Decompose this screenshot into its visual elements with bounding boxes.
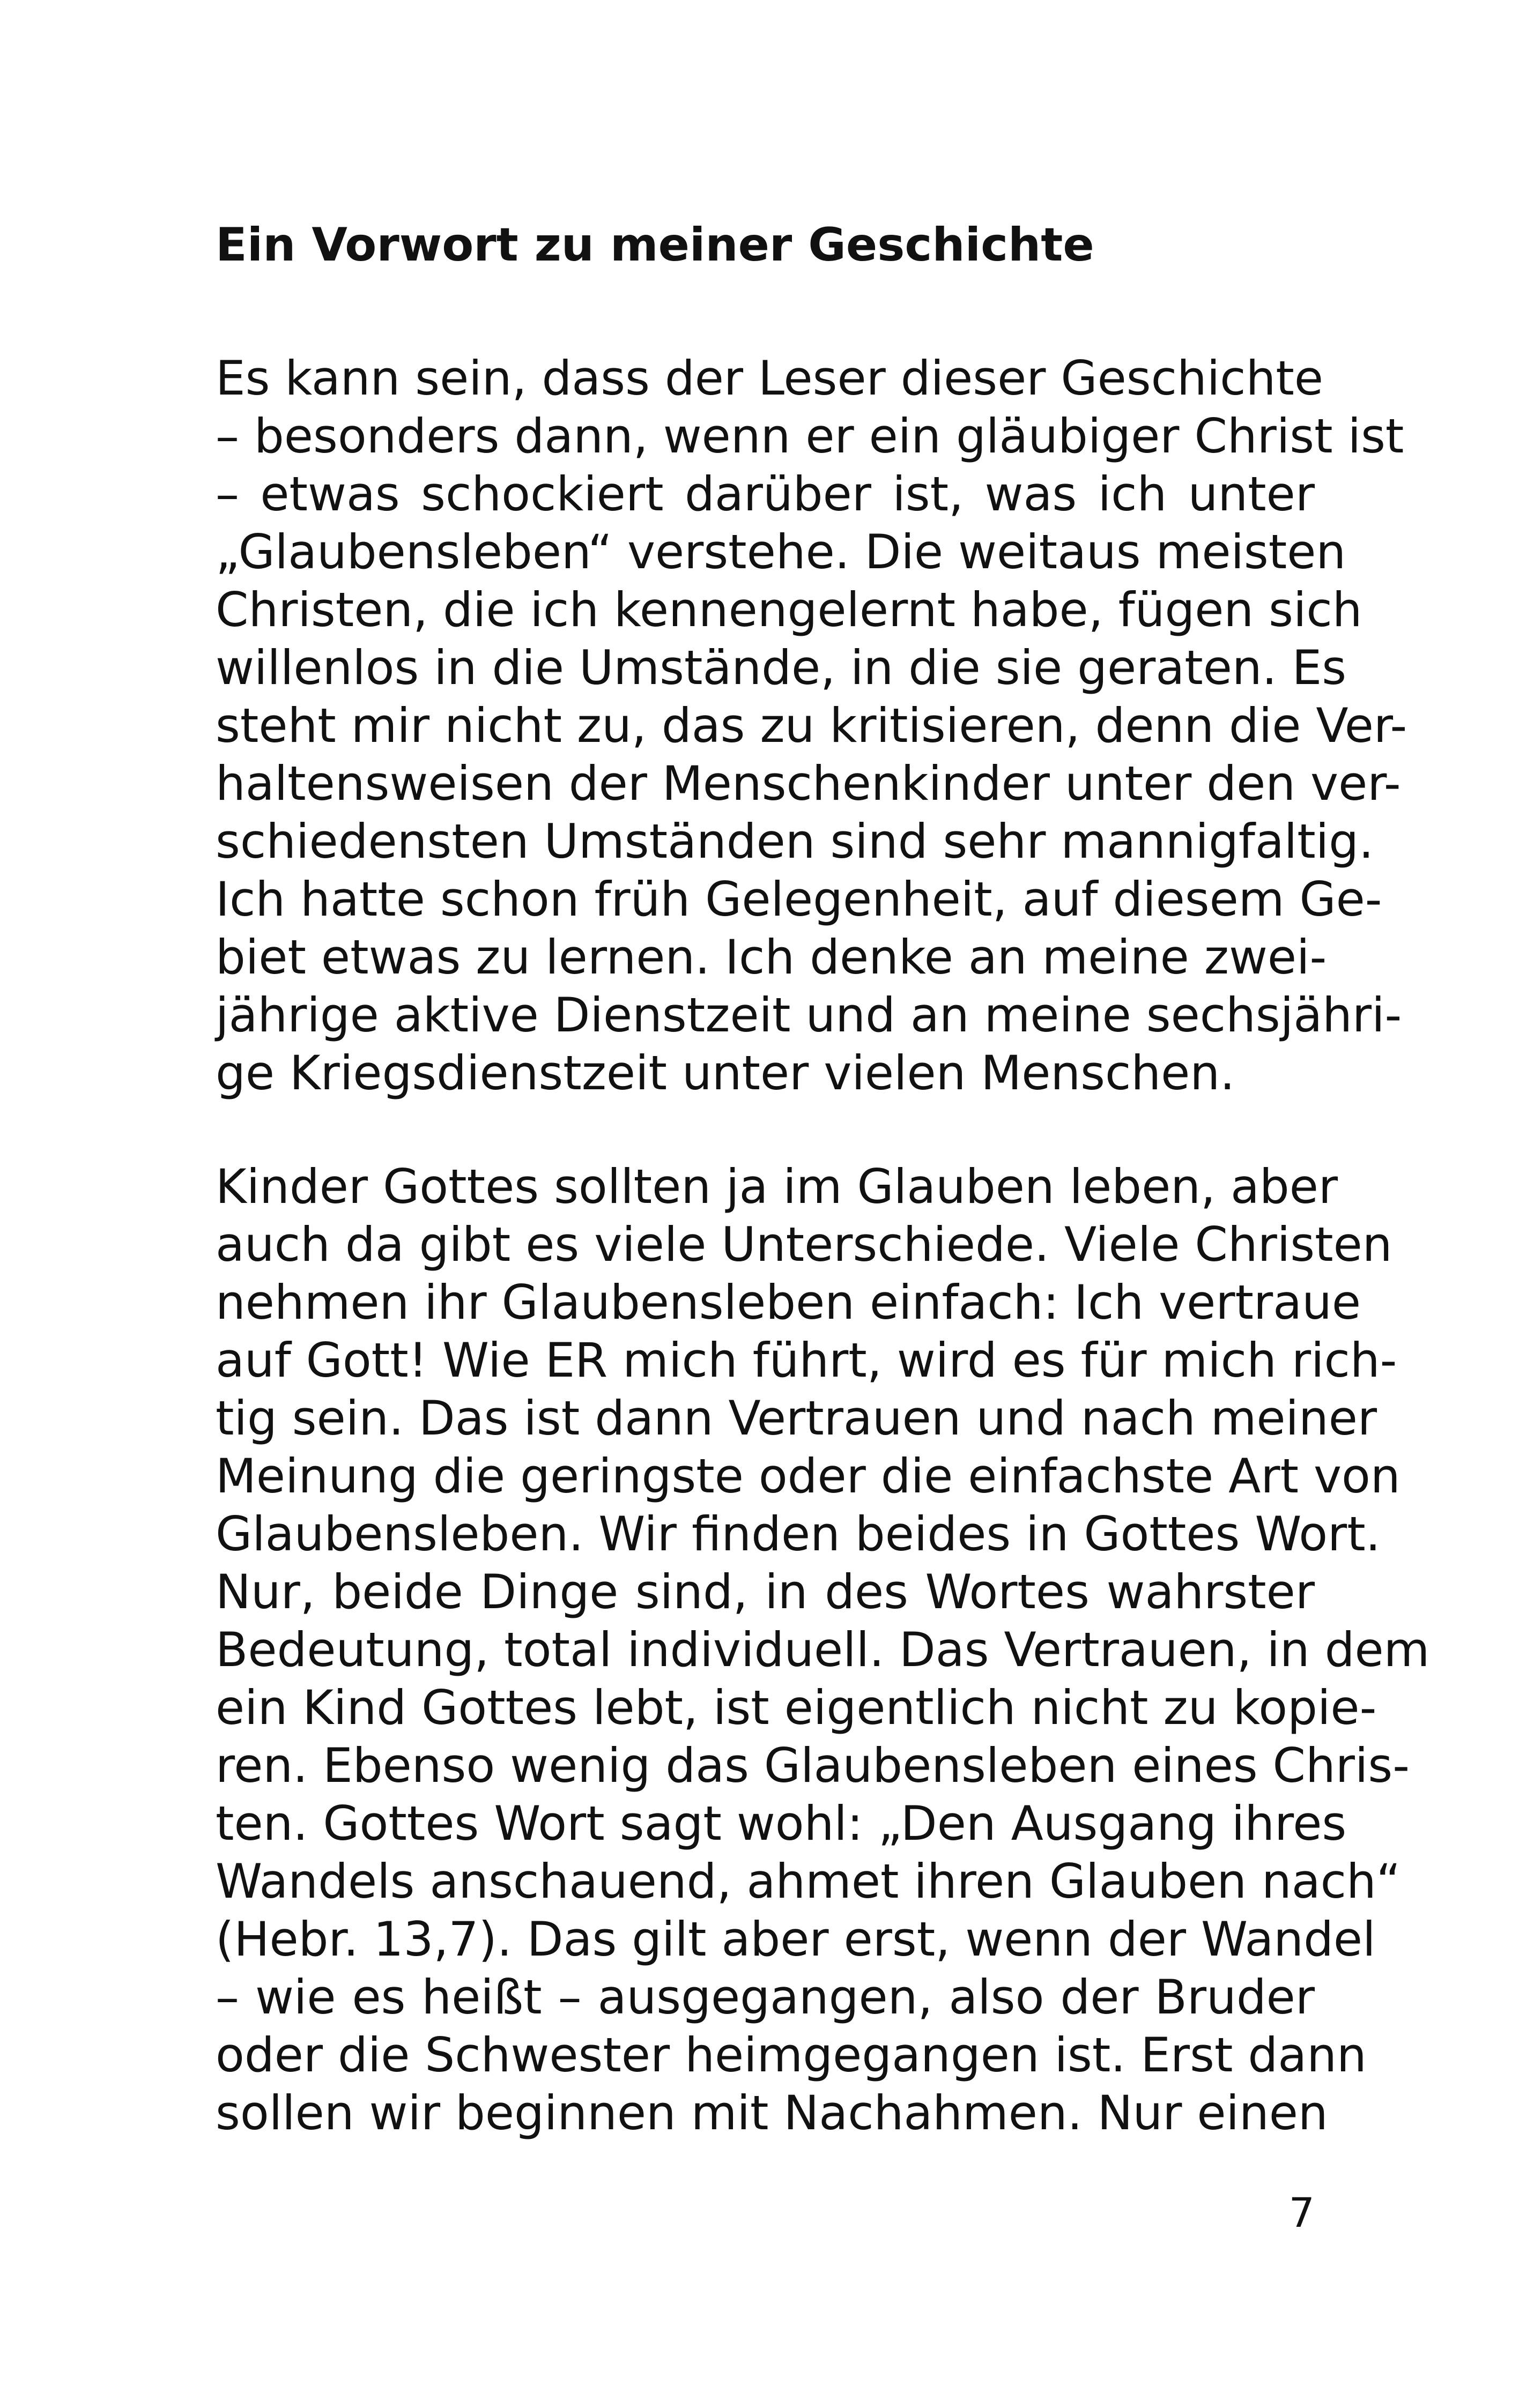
paragraph-2-line-16: oder die Schwester heimgegangen ist. Erst dann (216, 2027, 1367, 2083)
paragraph-2-line-3: nehmen ihr Glaubensleben einfach: Ich vertraue (216, 1275, 1361, 1330)
paragraph-2-line-1: Kinder Gottes sollten ja im Glauben leben, aber (216, 1159, 1338, 1214)
paragraph-2-line-11: ren. Ebenso wenig das Glaubensleben eines Chris- (216, 1738, 1410, 1793)
paragraph-1-line-7: steht mir nicht zu, das zu kritisieren, denn die Ver- (216, 698, 1407, 753)
paragraph-2-line-5: tig sein. Das ist dann Vertrauen und nach meiner (216, 1391, 1377, 1446)
paragraph-2-line-2: auch da gibt es viele Unterschiede. Viele Christen (216, 1217, 1392, 1272)
paragraph-1-line-9: schiedensten Umständen sind sehr mannigfaltig. (216, 814, 1374, 869)
paragraph-2-line-13: Wandels anschauend, ahmet ihren Glauben nach“ (216, 1854, 1401, 1909)
paragraph-2-line-10: ein Kind Gottes lebt, ist eigentlich nicht zu kopie- (216, 1680, 1377, 1735)
paragraph-2-line-15: – wie es heißt – ausgegangen, also der Bruder (216, 1969, 1315, 2025)
paragraph-1-line-10: Ich hatte schon früh Gelegenheit, auf diesem Ge- (216, 872, 1382, 927)
paragraph-1-line-4: „Glaubensleben“ verstehe. Die weitaus meisten (216, 524, 1346, 579)
paragraph-1-line-6: willenlos in die Umstände, in die sie geraten. Es (216, 640, 1347, 695)
paragraph-2-line-17: sollen wir beginnen mit Nachahmen. Nur einen (216, 2085, 1328, 2141)
paragraph-2-line-6: Meinung die geringste oder die einfachste Art von (216, 1448, 1401, 1504)
paragraph-2-line-12: ten. Gottes Wort sagt wohl: „Den Ausgang ihres (216, 1796, 1347, 1851)
paragraph-1-line-11: biet etwas zu lernen. Ich denke an meine zwei- (216, 930, 1327, 985)
paragraph-1-line-2: – besonders dann, wenn er ein gläubiger Christ ist (216, 408, 1404, 464)
page-number: 7 (1288, 2189, 1315, 2236)
paragraph-1-line-13: ge Kriegsdienstzeit unter vielen Menschen. (216, 1045, 1235, 1101)
paragraph-2-line-8: Nur, beide Dinge sind, in des Wortes wahrster (216, 1564, 1315, 1619)
paragraph-1-line-5: Christen, die ich kennengelernt habe, fügen sich (216, 582, 1362, 637)
paragraph-1-line-12: jährige aktive Dienstzeit und an meine sechsjähri- (216, 987, 1402, 1043)
paragraph-2-line-7: Glaubensleben. Wir finden beides in Gottes Wort. (216, 1506, 1381, 1562)
paragraph-1-line-1: Es kann sein, dass der Leser dieser Geschichte (216, 351, 1323, 406)
paragraph-1-line-8: haltensweisen der Menschenkinder unter den ver- (216, 756, 1401, 811)
paragraph-2-line-14: (Hebr. 13,7). Das gilt aber erst, wenn der Wandel (216, 1912, 1376, 1967)
paragraph-2-line-4: auf Gott! Wie ER mich führt, wird es für mich rich- (216, 1333, 1397, 1388)
paragraph-2-line-9: Bedeutung, total individuell. Das Vertrauen, in dem (216, 1622, 1430, 1677)
paragraph-1-line-3: – etwas schockiert darüber ist, was ich unter (216, 466, 1315, 522)
chapter-heading: Ein Vorwort zu meiner Geschichte (216, 218, 1094, 272)
